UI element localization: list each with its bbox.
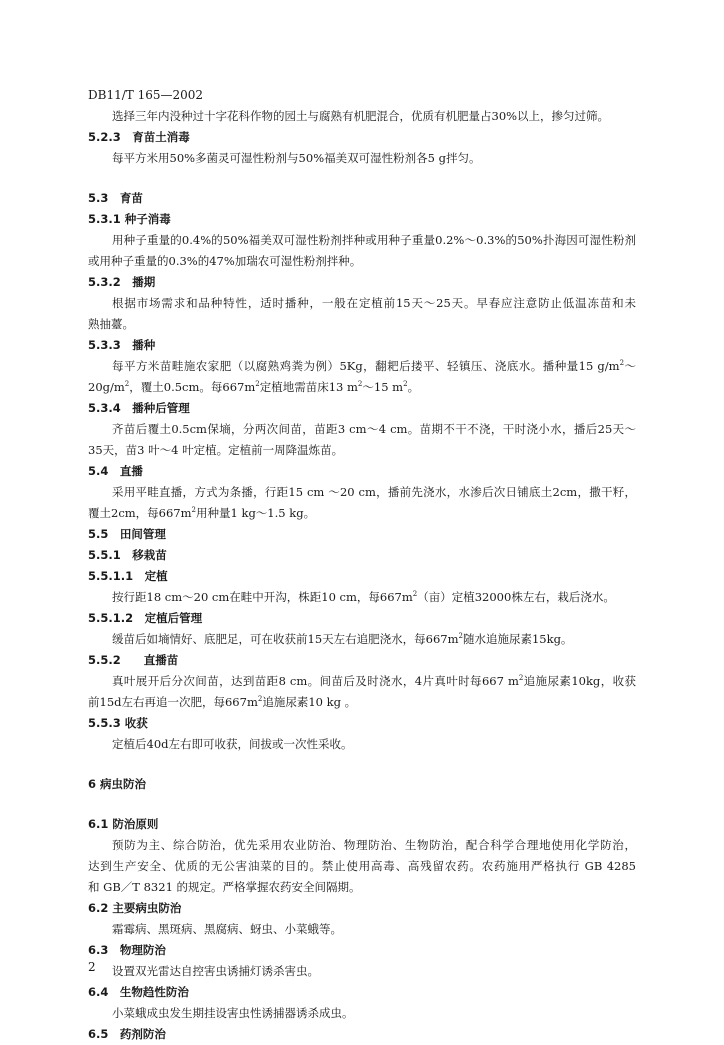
paragraph-line: 根据市场需求和品种特性，适时播种，一般在定植前15天～25天。早春应注意防止低温冻苗和未 xyxy=(112,296,636,310)
section-heading: 6.1 防治原则 xyxy=(88,817,159,831)
paragraph-line: 齐苗后覆土0.5cm保墒，分两次间苗，苗距3 cm～4 cm。苗期不干不浇，干时浇小水，播后25天～ xyxy=(112,422,636,436)
section-heading: 6.3 物理防治 xyxy=(88,943,166,957)
spacer xyxy=(88,755,636,774)
section-heading: 6.2 主要病虫防治 xyxy=(88,901,182,915)
section-heading: 5.3.3 播种 xyxy=(88,338,156,352)
section-heading: 5.3.1 种子消毒 xyxy=(88,212,171,226)
paragraph-line: 小菜蛾成虫发生期挂设害虫性诱捕器诱杀成虫。 xyxy=(112,1006,354,1020)
paragraph-line: 霜霉病、黑斑病、黑腐病、蚜虫、小菜蛾等。 xyxy=(112,922,342,936)
paragraph-line: 真叶展开后分次间苗，达到苗距8 cm。间苗后及时浇水，4片真叶时每667 $m^2$追施尿素10kg，收获 xyxy=(112,674,636,688)
section-heading: 5.3.4 播种后管理 xyxy=(88,401,190,415)
section-heading: 5.3 育苗 xyxy=(88,191,143,205)
page-number: 2 xyxy=(88,960,96,974)
paragraph-continuation: 或用种子重量的0.3%的47%加瑞农可湿性粉剂拌种。 xyxy=(88,254,362,268)
section-heading: 5.4 直播 xyxy=(88,464,143,478)
paragraph-continuation: 熟抽薹。 xyxy=(88,317,134,331)
section-heading: 6.4 生物趋性防治 xyxy=(88,985,189,999)
paragraph-line: 用种子重量的0.4%的50%福美双可湿性粉剂拌种或用种子重量0.2%～0.3%的50%扑海因可湿性粉剂 xyxy=(112,233,636,247)
section-heading: 5.3.2 播期 xyxy=(88,275,156,289)
spacer xyxy=(88,169,636,188)
paragraph-continuation: 和 GB／T 8321 的规定。严格掌握农药安全间隔期。 xyxy=(88,880,361,894)
paragraph-continuation: $20g/m^2$，覆土0.5cm。每$667m^2$定植地需苗床13 $m^2\sim 15$ $m^2$。 xyxy=(88,380,420,394)
section-heading: 5.2.3 育苗土消毒 xyxy=(88,130,190,144)
paragraph-line: 选择三年内没种过十字花科作物的园土与腐熟有机肥混合，优质有机肥量占30%以上，掺匀过筛。 xyxy=(112,109,610,123)
paragraph-line: 预防为主、综合防治，优先采用农业防治、物理防治、生物防治，配合科学合理地使用化学防治， xyxy=(112,838,636,852)
document-body xyxy=(88,106,636,1045)
paragraph-continuation: 前15d左右再追一次肥，每$667m^2$追施尿素10 kg 。 xyxy=(88,695,357,709)
standard-code-header: DB11/T 165—2002 xyxy=(88,88,204,102)
paragraph-line: 采用平畦直播，方式为条播，行距15 cm ～20 cm，播前先浇水，水渗后次日铺底土2cm，撒干籽， xyxy=(112,485,636,499)
section-heading: 5.5.1 移栽苗 xyxy=(88,548,167,562)
section-heading: 5.5.2 直播苗 xyxy=(88,653,179,667)
section-heading: 5.5 田间管理 xyxy=(88,527,166,541)
paragraph-continuation: 覆土2cm，每$667m^2$用种量1 kg～1.5 kg。 xyxy=(88,506,316,520)
paragraph-line: 缓苗后如墒情好、底肥足，可在收获前15天左右追肥浇水，每$667m^2$随水追施尿素15kg。 xyxy=(112,632,573,646)
paragraph-line: 设置双光雷达自控害虫诱捕灯诱杀害虫。 xyxy=(112,964,319,978)
spacer xyxy=(88,795,636,814)
section-heading: 5.5.1.2 定植后管理 xyxy=(88,611,203,625)
paragraph-line: 定植后40d左右即可收获，间拔或一次性采收。 xyxy=(112,737,353,751)
paragraph-continuation: 达到生产安全、优质的无公害油菜的目的。禁止使用高毒、高残留农药。农药施用严格执行 GB 4285 xyxy=(88,859,636,873)
paragraph-line: 按行距18 cm～20 cm在畦中开沟，株距10 cm，每$667m^2$（亩）定植32000株左右，栽后浇水。 xyxy=(112,590,615,604)
section-heading: 5.5.3 收获 xyxy=(88,716,148,730)
section-heading: 6.5 药剂防治 xyxy=(88,1027,166,1041)
paragraph-line: 每平方米苗畦施农家肥（以腐熟鸡粪为例）5Kg，翻耙后搂平、轻镇压、浇底水。播种量15 $g/m^2\sim$ xyxy=(112,359,637,373)
section-heading: 5.5.1.1 定植 xyxy=(88,569,168,583)
section-heading: 6 病虫防治 xyxy=(88,777,147,791)
paragraph-line: 每平方米用50%多菌灵可湿性粉剂与50%福美双可湿性粉剂各5 g拌匀。 xyxy=(112,151,481,165)
paragraph-continuation: 35天，苗3 叶～4 叶定植。定植前一周降温炼苗。 xyxy=(88,443,344,457)
